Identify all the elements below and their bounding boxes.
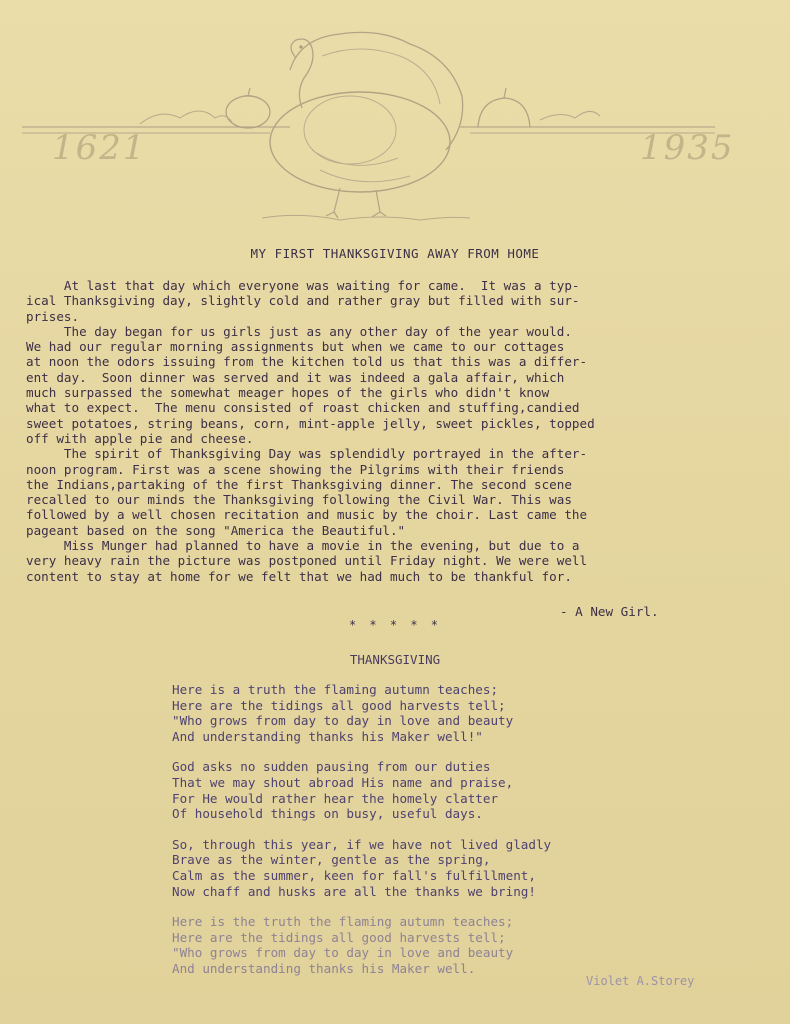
poem-line: Brave as the winter, gentle as the spring,: [172, 852, 491, 868]
poem-line: Of household things on busy, useful days.: [172, 806, 483, 822]
poem-title: THANKSGIVING: [349, 652, 441, 667]
paragraph: At last that day which everyone was waiting for came. It was a typ- ical Thanksgiving day, slightly cold and rather gray but filled with sur- prises.: [26, 278, 580, 324]
paragraph: The spirit of Thanksgiving Day was splendidly portrayed in the after- noon program. First was a scene showing the Pilgrims with their friends the Indians,partaking of the first Thanksgiving dinner. The second scene recalled to our minds the Thanksgiving following the Civil War. This was followed by a well chosen recitation and music by the choir. Last came the pageant based on the song "America the Beautiful.": [26, 446, 588, 538]
paragraph: The day began for us girls just as any other day of the year would. We had our regular morning assignments but when we came to our cottages at noon the odors issuing from the kitchen told us that this was a differ- ent day. Soon dinner was served and it was indeed a gala affair, which much surpassed the somewhat meager hopes of the girls who didn't know what to expect. The menu consisted of roast chicken and stuffing,candied sweet potatoes, string beans, corn, mint-apple jelly, sweet pickles, topped off with apple pie and cheese.: [26, 323, 595, 446]
poem-author: Violet A.Storey: [586, 974, 695, 988]
poem-line: "Who grows from day to day in love and beauty: [172, 945, 514, 961]
poem-stanza: [172, 837, 732, 899]
section-separator: * * * * *: [348, 618, 442, 632]
poem-line: Here is a truth the flaming autumn teaches;: [172, 682, 499, 697]
article-body: [26, 278, 730, 584]
poem-line: Here are the tidings all good harvests tell;: [172, 697, 506, 713]
poem-line: So, through this year, if we have not lived gladly: [172, 836, 552, 852]
poem-line: Here are the tidings all good harvests tell;: [172, 929, 506, 945]
poem-line: And understanding thanks his Maker well!": [172, 728, 483, 744]
poem-line: That we may shout abroad His name and praise,: [172, 774, 514, 790]
article-signature: - A New Girl.: [560, 604, 659, 619]
poem-line: Calm as the summer, keen for fall's fulfillment,: [172, 867, 536, 883]
poem-line: Here is the truth the flaming autumn teaches;: [172, 914, 514, 930]
year-left: 1621: [52, 128, 147, 168]
poem-line: "Who grows from day to day in love and beauty: [172, 713, 514, 729]
article-title: MY FIRST THANKSGIVING AWAY FROM HOME: [250, 246, 540, 261]
paragraph: Miss Munger had planned to have a movie in the evening, but due to a very heavy rain the picture was postponed until Friday night. We were well content to stay at home for we felt that we had much to be thankful for.: [26, 538, 588, 584]
poem-stanza: [172, 682, 732, 744]
poem-stanza: [172, 759, 732, 821]
poem-body: [172, 682, 732, 992]
poem-line: Now chaff and husks are all the thanks we bring!: [172, 883, 536, 899]
poem-stanza: [172, 914, 732, 976]
poem-line: And understanding thanks his Maker well.: [172, 960, 476, 976]
poem-line: For He would rather hear the homely clatter: [172, 790, 499, 806]
turkey-illustration: [0, 0, 790, 230]
poem-line: God asks no sudden pausing from our duties: [172, 759, 491, 775]
year-right: 1935: [640, 128, 735, 168]
